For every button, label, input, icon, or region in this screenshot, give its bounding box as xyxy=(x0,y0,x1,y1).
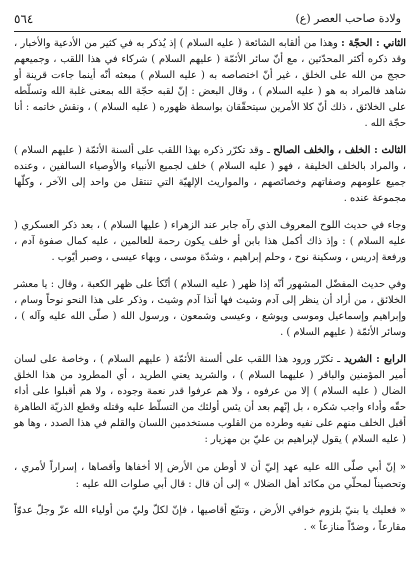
paragraph-text: وهذا من ألقابه الشائعة ( عليه السلام ) إذ يُذكر به في كثير من الأدعية والأخبار ، وقد ذكره أكثر المحدّثين ، مع أنّ سائر الأئمّة ( عليهم السلام ) شركاء في هذا اللقب ، وجميعهم حجج من الله على الخلق ، غير أنّ اختصاصه به ( عليه السلام ) مبعثه أنّه أينما جاءت قرينة أو شاهد فالمراد به هو ( عليه السلام ) ، وقال البعض : إنّ لقبه حجّة الله بمعنى غلبة الله وتسلّطه على الخلائق ، ذلك أنّ كلا الأمرين سيتحقّقان بواسطة ظهوره ( عليه السلام ) ، ونقش خاتمه : أنا حجّة الله . xyxy=(14,38,406,129)
paragraph-lawh xyxy=(14,218,406,266)
quote-block: « فعليك يا بنيّ بلزوم خوافي الأرض ، وتتبّع أقاصيها ، فإنّ لكلّ وليّ من أولياء الله عزّ وجلّ عدوّاً مقارعاً ، وضدّاً منازعاً » . xyxy=(14,505,406,533)
running-title: ولادة صاحب العصر (ع) xyxy=(295,12,401,25)
paragraph-text: ـ تكرّر ورود هذا اللقب على ألسنة الأئمّة ( عليهم السلام ) ، وخاصة على لسان أمير المؤمنين والباقر ( عليهما السلام ) ، والشريد يعني الطريد ، أي المطرود من هذا الخلق الضال ( عليه السلام ) إلا من عرفوه ، ولا هم عرفوا قدر نعمة وجوده ، ولا هم أقبلوا على أداء حقّه وأداء واجب شكره ، بل إنّهم بعد أن يئس أولئك من التسلّط عليه وقتله وقطع الذريّة الطاهرة أقبل الخلف منهم على نفيه وطرده من القلوب مستخدمين اللسان والقلم في هذا الصدد ، وها هو ( عليه السلام ) يقول لإبراهيم بن عليّ بن مهزيار : xyxy=(14,354,406,445)
paragraph-mufaddal xyxy=(14,277,406,341)
paragraph-text: وجاء في حديث اللوح المعروف الذي رآه جابر عند الزهراء ( عليها السلام ) ، بعد ذكر العسكري ( عليه السلام ) : وإذ ذاك أكمل هذا بابن أو خلف يكون رحمة للعالمين ، عليه كمال صفوة آدم ، ورفعة إدريس ، وسكينة نوح ، وحلم إبراهيم ، وشدّة موسى ، وبهاء عيسى ، وصبر أيّوب . xyxy=(14,220,406,263)
paragraph-text: وفي حديث المفضّل المشهور أنّه إذا ظهر ( عليه السلام ) أتّكأ على ظهر الكعبة ، وقال : يا معشر الخلائق ، من أراد أن ينظر إلى آدم وشيث فها أنذا آدم وشيث ، وذكر على هذا النحو نوحاً وسام ، وإبراهيم وإسماعيل وموسى ويوشع ، وعيسى وشمعون ، ورسول الله ( صلّى الله عليه وآله ) ، وسائر الأئمّة ( عليهم السلام ) . xyxy=(14,279,406,338)
paragraph-hujja xyxy=(14,36,406,132)
page-body xyxy=(14,36,406,574)
page-header xyxy=(14,7,401,32)
page-number: ٥٦٤ xyxy=(14,12,34,26)
paragraph-text: ـ وقد تكرّر ذكره بهذا اللقب على ألسنة الأئمّة ( عليهم السلام ) ، والمراد بالخلف الخليفة ، فهو ( عليه السلام ) خلف لجميع الأنبياء والأوصياء السالفين ، وعنده جميع علومهم وصفاتهم وخصائصهم ، والمواريث الإلهيّة التي تنتقل من واحد إلى الآخر ، وكلّها مجموعة عنده . xyxy=(14,145,406,204)
quote-block: « إنّ أبي صلّى الله عليه عهد إليّ أن لا أوطن من الأرض إلا أخفاها وأقصاها ، إسراراً لأمري ، وتحصيناً لمحلّي من مكائد أهل الضلال » إلى أن قال : قال أبي صلوات الله عليه : xyxy=(14,462,406,490)
section-heading: الرابع : الشريد xyxy=(344,354,407,365)
section-heading: الثالث : الخلف ، والخلف الصالح xyxy=(273,145,406,156)
section-heading: الثاني : الحجّة : xyxy=(341,38,406,49)
paragraph-sharid xyxy=(14,352,406,448)
paragraph-khalaf xyxy=(14,143,406,207)
